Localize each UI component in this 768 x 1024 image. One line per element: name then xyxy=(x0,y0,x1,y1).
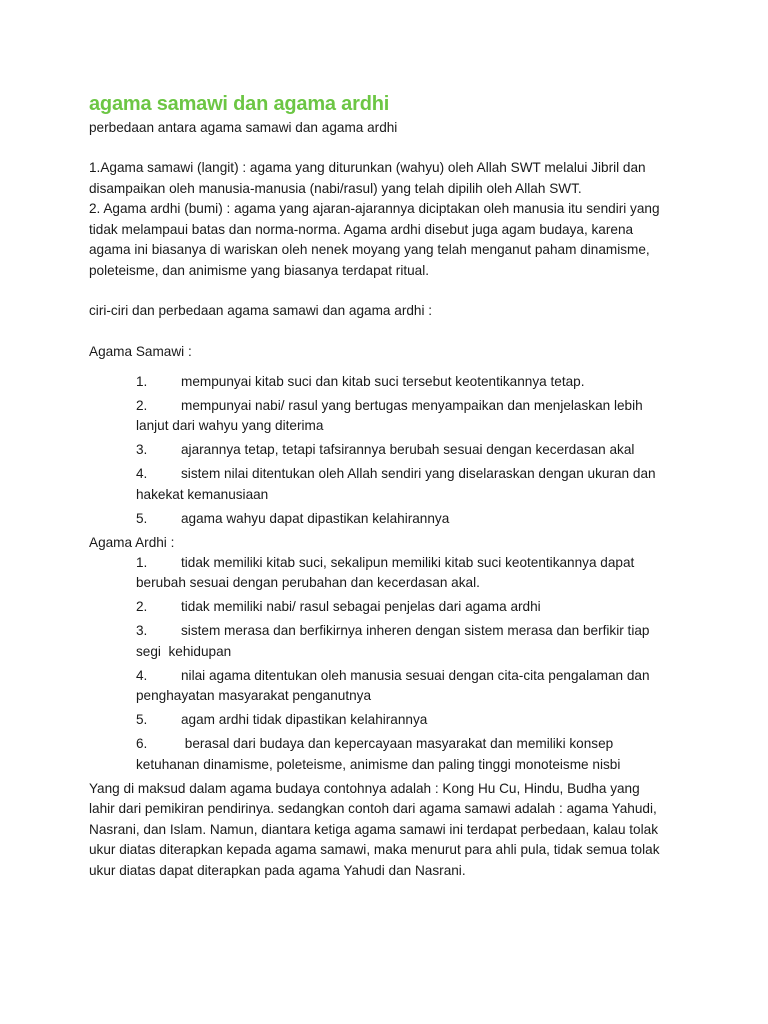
list-number: 3. xyxy=(136,442,148,457)
text-line: lahir dari pemikiran pendirinya. sedangkan contoh dari agama samawi adalah : agama Yahudi, xyxy=(89,801,657,816)
list-text: ajarannya tetap, tetapi tafsirannya berubah sesuai dengan kecerdasan akal xyxy=(181,442,635,457)
text-line: Yang di maksud dalam agama budaya contohnya adalah : Kong Hu Cu, Hindu, Budha yang xyxy=(89,780,640,796)
list-item xyxy=(136,396,689,437)
text-line: ukur diatas diterapkan kepada agama samawi, maka menurut para ahli pula, tidak semua tolak xyxy=(89,842,660,857)
list-item xyxy=(136,440,689,461)
list-text-continued: segi kehidupan xyxy=(136,643,232,659)
list-text: mempunyai kitab suci dan kitab suci tersebut keotentikannya tetap. xyxy=(181,373,585,389)
list-text: tidak memiliki nabi/ rasul sebagai penjelas dari agama ardhi xyxy=(181,599,541,614)
list-item xyxy=(136,710,689,731)
list-number: 4. xyxy=(136,667,148,683)
list-item xyxy=(136,464,689,505)
text-line: poleteisme, dan animisme yang biasanya terdapat ritual. xyxy=(89,262,430,278)
list-number: 3. xyxy=(136,623,148,638)
text-line: Nasrani, dan Islam. Namun, diantara ketiga agama samawi ini terdapat perbedaan, kalau tolak xyxy=(89,821,658,837)
list-number: 4. xyxy=(136,466,148,481)
list-item xyxy=(136,372,689,393)
list-text-continued: hakekat kemanusiaan xyxy=(136,486,269,502)
list-number: 5. xyxy=(136,510,148,526)
list-text-continued: penghayatan masyarakat penganutnya xyxy=(136,688,372,703)
spacer xyxy=(89,281,689,301)
ciri-heading: ciri-ciri dan perbedaan agama samawi dan agama ardhi : xyxy=(89,303,433,318)
document-page xyxy=(89,92,689,881)
list-number: 5. xyxy=(136,712,148,727)
intro-paragraph-samawi xyxy=(89,158,689,199)
list-number: 1. xyxy=(136,554,148,570)
spacer xyxy=(89,322,689,342)
list-number: 2. xyxy=(136,397,148,413)
list-text: agama wahyu dapat dipastikan kelahirannya xyxy=(181,510,450,526)
list-item xyxy=(136,509,689,530)
text-line: disampaikan oleh manusia-manusia (nabi/rasul) yang telah dipilih oleh Allah SWT. xyxy=(89,180,582,196)
list-text-continued: lanjut dari wahyu yang diterima xyxy=(136,418,324,433)
list-number: 2. xyxy=(136,599,148,614)
list-text: tidak memiliki kitab suci, sekalipun memiliki kitab suci keotentikannya dapat xyxy=(181,554,635,570)
intro-paragraph-ardhi xyxy=(89,199,689,281)
ardhi-list xyxy=(89,553,689,776)
text-line: 1.Agama samawi (langit) : agama yang diturunkan (wahyu) oleh Allah SWT melalui Jibril dan xyxy=(89,160,646,175)
text-line: 2. Agama ardhi (bumi) : agama yang ajaran-ajarannya diciptakan oleh manusia itu sendiri yang xyxy=(89,201,660,216)
closing-paragraph xyxy=(89,779,689,882)
list-text: berasal dari budaya dan kepercayaan masyarakat dan memiliki konsep xyxy=(181,736,614,751)
document-subtitle: perbedaan antara agama samawi dan agama ardhi xyxy=(89,120,398,135)
text-line: ukur diatas dapat diterapkan pada agama Yahudi dan Nasrani. xyxy=(89,862,466,878)
document-title: agama samawi dan agama ardhi xyxy=(89,93,390,115)
list-item xyxy=(136,734,689,775)
list-item xyxy=(136,597,689,618)
list-text: nilai agama ditentukan oleh manusia sesuai dengan cita-cita pengalaman dan xyxy=(181,667,650,683)
list-text: sistem nilai ditentukan oleh Allah sendiri yang diselaraskan dengan ukuran dan xyxy=(181,466,656,481)
list-text-continued: ketuhanan dinamisme, poleteisme, animisme dan paling tinggi monoteisme nisbi xyxy=(136,756,621,772)
ardhi-label: Agama Ardhi : xyxy=(89,534,175,550)
list-text: agam ardhi tidak dipastikan kelahirannya xyxy=(181,712,428,727)
samawi-label: Agama Samawi : xyxy=(89,343,192,359)
list-item xyxy=(136,553,689,594)
samawi-list xyxy=(89,372,689,530)
text-line: tidak melampaui batas dan norma-norma. Agama ardhi disebut juga agam budaya, karena xyxy=(89,221,634,237)
text-line: agama ini biasanya di wariskan oleh nenek moyang yang telah menganut paham dinamisme, xyxy=(89,242,650,257)
list-text-continued: berubah sesuai dengan perubahan dan kecerdasan akal. xyxy=(136,575,480,590)
list-item xyxy=(136,666,689,707)
spacer xyxy=(89,138,689,158)
list-text: sistem merasa dan berfikirnya inheren dengan sistem merasa dan berfikir tiap xyxy=(181,623,650,638)
list-number: 1. xyxy=(136,373,148,389)
list-item xyxy=(136,621,689,662)
list-number: 6. xyxy=(136,736,148,751)
list-text: mempunyai nabi/ rasul yang bertugas menyampaikan dan menjelaskan lebih xyxy=(181,397,643,413)
